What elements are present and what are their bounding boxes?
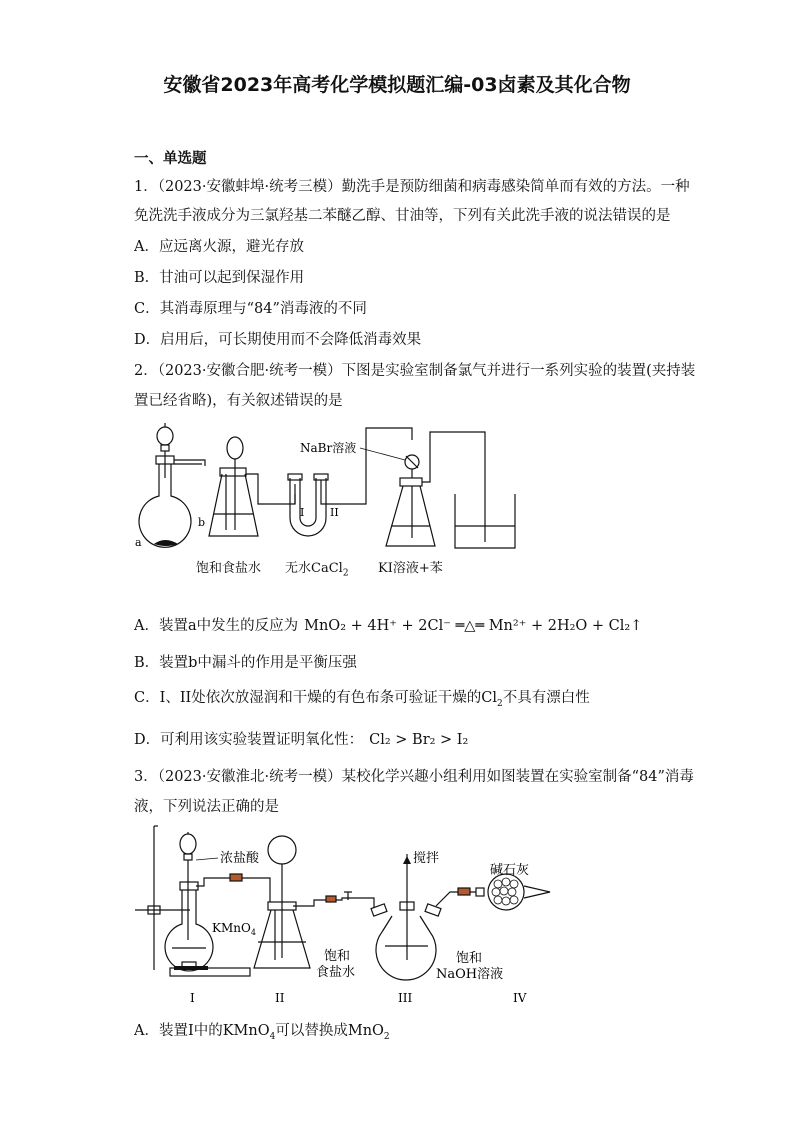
q2-caption-cacl2: 无水CaCl$_2$ <box>285 561 349 579</box>
q3-stem-line2: 液，下列说法正确的是 <box>134 799 279 815</box>
q2-option-b: B．装置b中漏斗的作用是平衡压强 <box>134 655 357 671</box>
q1-option-c: C．其消毒原理与“84”消毒液的不同 <box>134 301 367 317</box>
q3-roman-IV: IV <box>513 991 527 1005</box>
q1-stem-line1: 1．（2023·安徽蚌埠·统考三模）勤洗手是预防细菌和病毒感染简单而有效的方法。一种 <box>134 179 690 195</box>
q2-option-d: D．可利用该实验装置证明氧化性： Cl₂ > Br₂ > I₂ <box>134 732 469 748</box>
q3-label-lime: 碱石灰 <box>490 863 530 878</box>
q3-label-naoh: NaOH溶液 <box>436 967 504 982</box>
q2-label-nabr: NaBr溶液 <box>300 441 357 455</box>
q3-roman-I: I <box>190 991 195 1005</box>
q3-label-stir: 搅拌 <box>413 851 440 866</box>
q2-label-I: I <box>300 506 305 519</box>
q2-stem-line1: 2．（2023·安徽合肥·统考一模）下图是实验室制备氯气并进行一系列实验的装置(夹持装 <box>134 363 696 379</box>
section-heading: 一、单选题 <box>134 151 207 167</box>
q3-apparatus-diagram <box>130 820 570 1010</box>
q1-stem-line2: 免洗洗手液成分为三氯羟基二苯醚乙醇、甘油等，下列有关此洗手液的说法错误的是 <box>134 208 671 224</box>
q3-label-sat1: 饱和 <box>324 949 351 964</box>
q1-option-a: A．应远离火源，避光存放 <box>134 239 304 255</box>
q3-label-hcl: 浓盐酸 <box>220 851 260 866</box>
q3-option-a: A．装置I中的KMnO$_4$可以替换成MnO$_2$ <box>134 1023 390 1042</box>
q3-label-sat3: 饱和 <box>456 951 483 966</box>
q3-roman-III: III <box>398 991 413 1005</box>
q3-roman-II: II <box>275 991 285 1005</box>
q2-label-a: a <box>135 536 142 549</box>
q2-label-II: II <box>330 506 339 519</box>
q2-option-a: A．装置a中发生的反应为 MnO₂ + 4H⁺ + 2Cl⁻ ═△═ Mn²⁺ + 2H₂O + Cl₂↑ <box>134 618 643 634</box>
q3-stem-line1: 3．（2023·安徽淮北·统考一模）某校化学兴趣小组利用如图装置在实验室制备“84”消毒 <box>134 769 694 785</box>
q3-label-kmno4: KMnO$_4$ <box>212 921 256 937</box>
q2-apparatus-diagram <box>130 418 550 578</box>
q2-caption-brine: 饱和食盐水 <box>196 561 262 576</box>
q2-stem-line2: 置已经省略)，有关叙述错误的是 <box>134 393 343 409</box>
q2-caption-ki: KI溶液+苯 <box>378 561 443 576</box>
q1-option-d: D．启用后，可长期使用而不会降低消毒效果 <box>134 332 422 348</box>
q1-option-b: B．甘油可以起到保湿作用 <box>134 270 305 286</box>
q2-label-b: b <box>198 516 206 529</box>
page-title: 安徽省2023年高考化学模拟题汇编-03卤素及其化合物 <box>163 74 631 96</box>
soda-lime-pellets <box>492 878 518 905</box>
q3-label-sat2: 食盐水 <box>316 965 356 980</box>
q2-option-c: C．I、II处依次放湿润和干燥的有色布条可验证干燥的$Cl_2$不具有漂白性 <box>134 690 590 709</box>
